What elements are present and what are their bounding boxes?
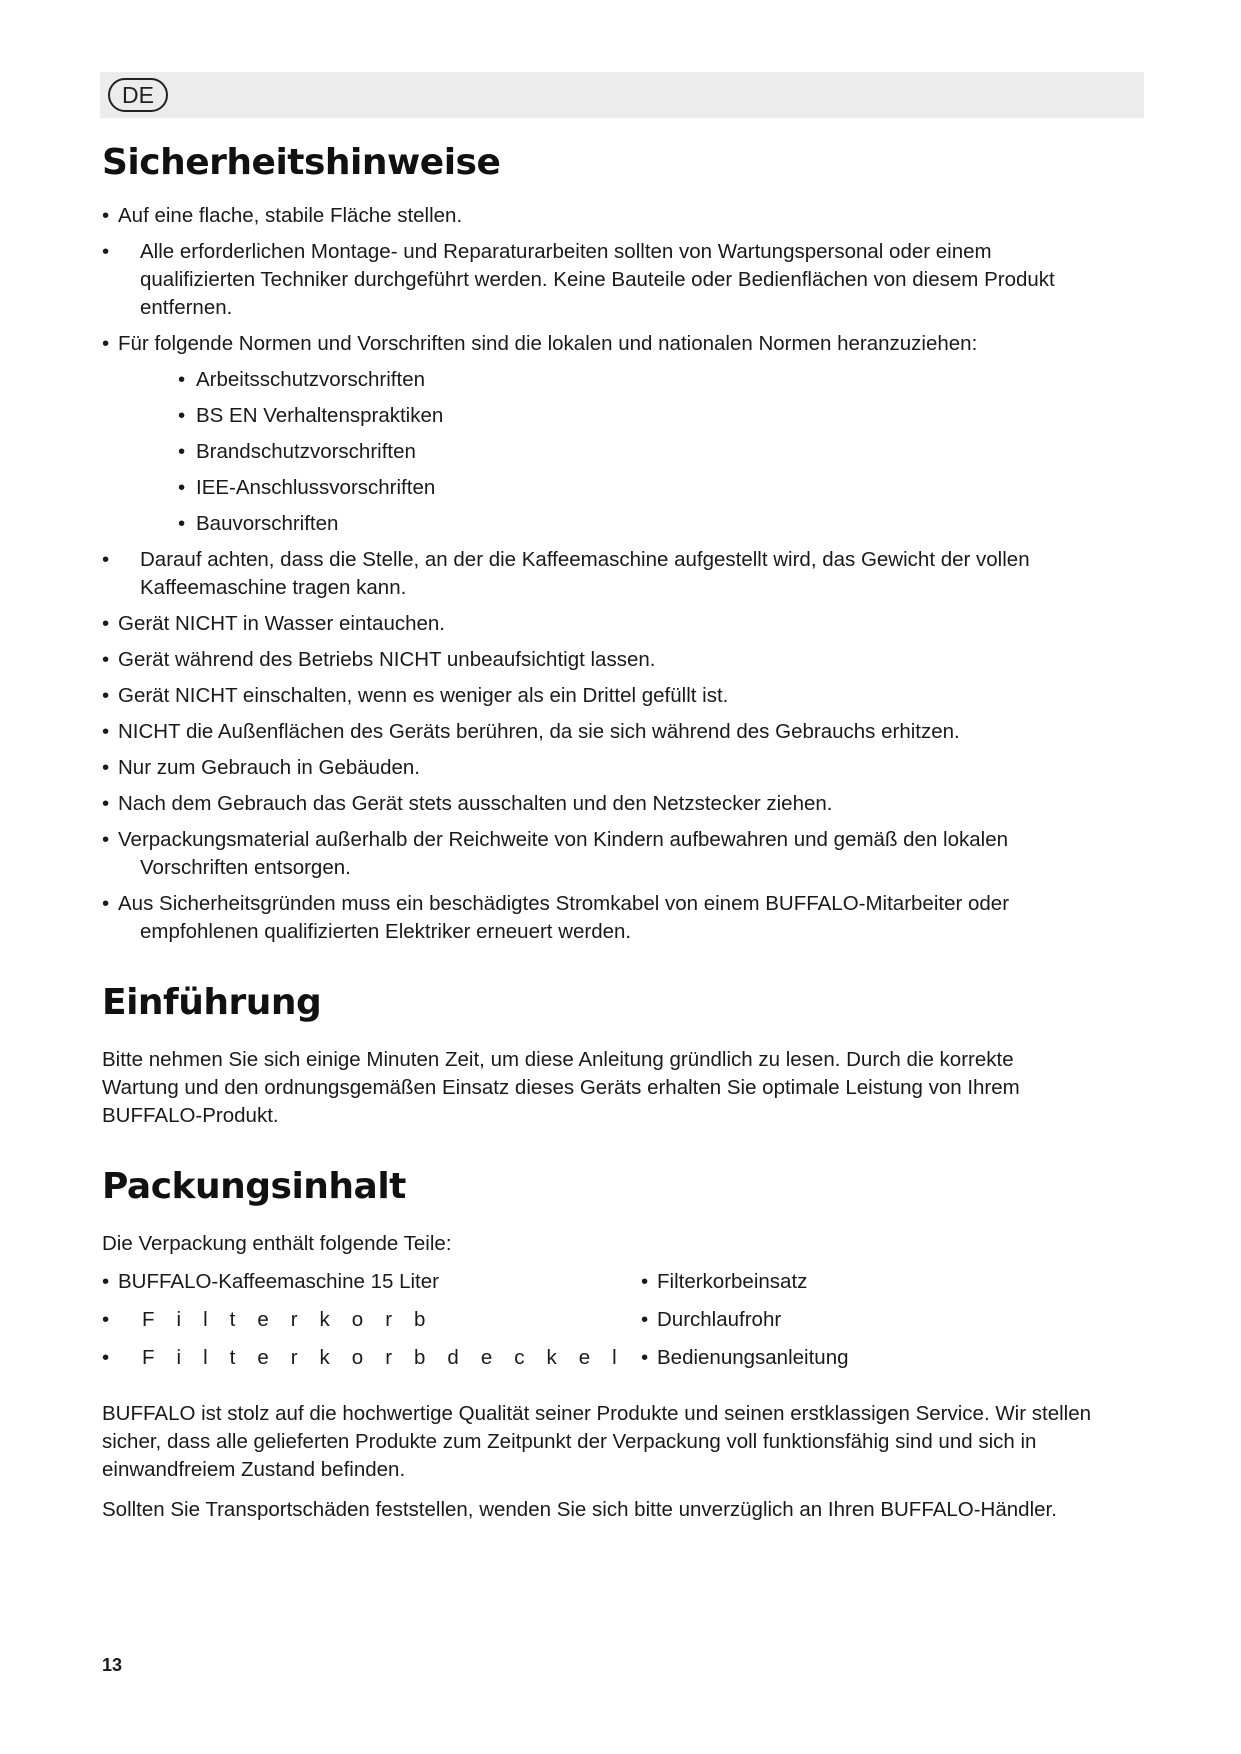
bullet: • [102,240,110,263]
safety-item: NICHT die Außenflächen des Geräts berühren, da sie sich während des Gebrauchs erhitzen. [118,720,960,743]
bullet: • [102,1346,110,1369]
header-bar [100,72,1144,118]
bullet: • [178,368,186,391]
contents-paragraph: BUFFALO ist stolz auf die hochwertige Qualität seiner Produkte und seinen erstklassigen Service. Wir stellen [102,1402,1092,1425]
safety-item: Kaffeemaschine tragen kann. [140,576,407,599]
safety-title: Sicherheitshinweise [102,142,501,183]
safety-item: Alle erforderlichen Montage- und Reparaturarbeiten sollten von Wartungspersonal oder einem [140,240,992,263]
contents-item: BUFFALO-Kaffeemaschine 15 Liter [118,1270,439,1293]
safety-item: Gerät während des Betriebs NICHT unbeaufsichtigt lassen. [118,648,656,671]
intro-text: Wartung und den ordnungsgemäßen Einsatz dieses Geräts erhalten Sie optimale Leistung von Ihrem [102,1076,1020,1099]
bullet: • [102,1270,110,1293]
intro-title: Einführung [102,982,322,1023]
safety-subitem: BS EN Verhaltenspraktiken [196,404,444,427]
safety-item: Verpackungsmaterial außerhalb der Reichweite von Kindern aufbewahren und gemäß den lokalen [118,828,1009,851]
bullet: • [102,792,110,815]
bullet: • [102,612,110,635]
contents-lead: Die Verpackung enthält folgende Teile: [102,1232,452,1255]
contents-paragraph: Sollten Sie Transportschäden feststellen, wenden Sie sich bitte unverzüglich an Ihren BUFFALO-Händler. [102,1498,1057,1521]
contents-item: Bedienungsanleitung [657,1346,849,1369]
bullet: • [102,332,110,355]
bullet: • [102,720,110,743]
contents-title: Packungsinhalt [102,1166,406,1207]
bullet: • [102,648,110,671]
safety-subitem: Brandschutzvorschriften [196,440,416,463]
safety-item: Für folgende Normen und Vorschriften sind die lokalen und nationalen Normen heranzuziehen: [118,332,978,355]
contents-paragraph: einwandfreiem Zustand befinden. [102,1458,406,1481]
intro-text: Bitte nehmen Sie sich einige Minuten Zeit, um diese Anleitung gründlich zu lesen. Durch die korrekte [102,1048,1014,1071]
bullet: • [641,1346,649,1369]
bullet: • [178,440,186,463]
bullet: • [102,548,110,571]
bullet: • [102,684,110,707]
contents-item: Filterkorbeinsatz [657,1270,808,1293]
safety-subitem: IEE-Anschlussvorschriften [196,476,436,499]
safety-item: Darauf achten, dass die Stelle, an der die Kaffeemaschine aufgestellt wird, das Gewicht der vollen [140,548,1030,571]
safety-subitem: Arbeitsschutzvorschriften [196,368,426,391]
contents-item: Filterkorb [142,1308,448,1331]
safety-item: qualifizierten Techniker durchgeführt werden. Keine Bauteile oder Bedienflächen von diesem Produkt [140,268,1055,291]
bullet: • [641,1308,649,1331]
page-number: 13 [102,1655,123,1675]
safety-item: entfernen. [140,296,233,319]
safety-item: Auf eine flache, stabile Fläche stellen. [118,204,463,227]
intro-text: BUFFALO-Produkt. [102,1104,279,1127]
bullet: • [178,404,186,427]
language-badge: DE [108,78,168,112]
safety-item: Nach dem Gebrauch das Gerät stets ausschalten und den Netzstecker ziehen. [118,792,833,815]
contents-paragraph: sicher, dass alle gelieferten Produkte zum Zeitpunkt der Verpackung voll funktionsfähig sind und sich in [102,1430,1037,1453]
bullet: • [178,476,186,499]
bullet: • [102,756,110,779]
contents-item: Filterkorbdeckel [142,1346,639,1369]
safety-subitem: Bauvorschriften [196,512,339,535]
safety-item: empfohlenen qualifizierten Elektriker erneuert werden. [140,920,632,943]
safety-item: Gerät NICHT einschalten, wenn es weniger als ein Drittel gefüllt ist. [118,684,729,707]
safety-item: Aus Sicherheitsgründen muss ein beschädigtes Stromkabel von einem BUFFALO-Mitarbeiter oder [118,892,1010,915]
safety-item: Vorschriften entsorgen. [140,856,351,879]
bullet: • [641,1270,649,1293]
bullet: • [102,828,110,851]
bullet: • [102,204,110,227]
bullet: • [178,512,186,535]
bullet: • [102,892,110,915]
safety-item: Nur zum Gebrauch in Gebäuden. [118,756,420,779]
safety-item: Gerät NICHT in Wasser eintauchen. [118,612,445,635]
contents-item: Durchlaufrohr [657,1308,782,1331]
bullet: • [102,1308,110,1331]
